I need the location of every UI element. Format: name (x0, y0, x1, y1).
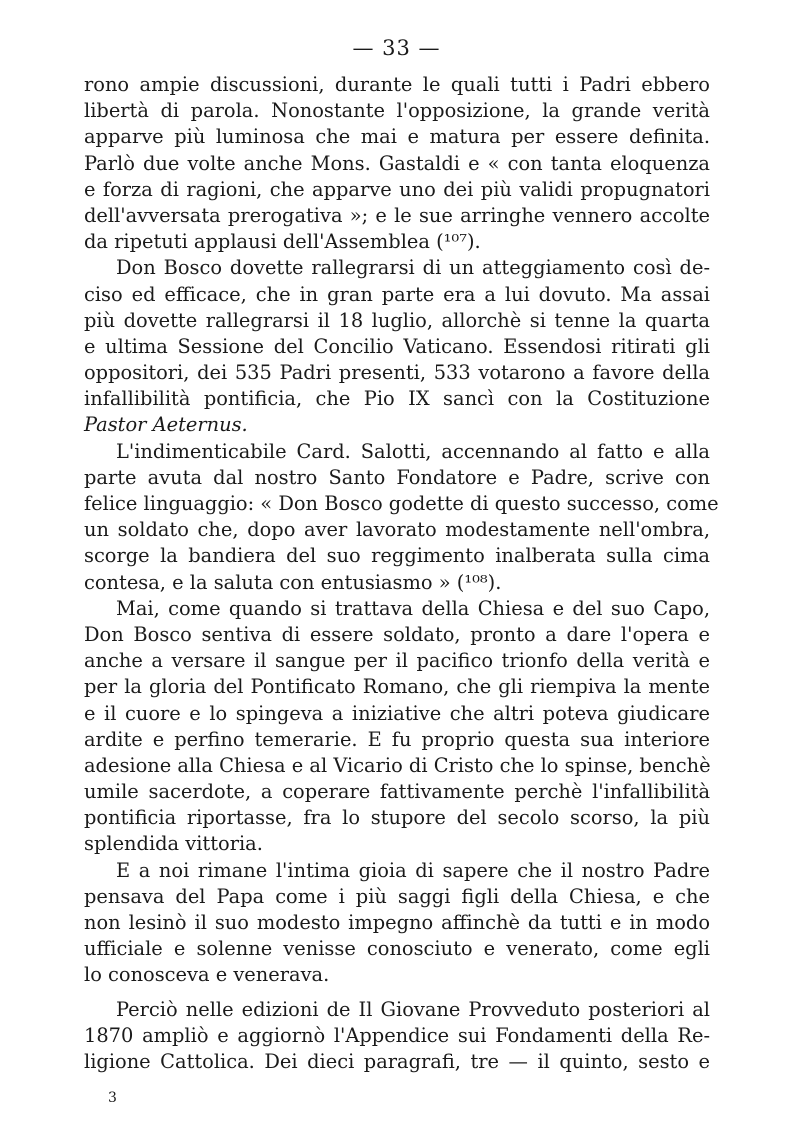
text-line: Mai, come quando si trattava della Chiesa e del suo Capo, (116, 596, 710, 620)
paragraph (84, 255, 710, 438)
signature-mark: 3 (108, 1090, 117, 1106)
text-line: pensava del Papa come i più saggi figli della Chiesa, e che (84, 884, 710, 908)
text-line: per la gloria del Pontificato Romano, che gli riempiva la mente (84, 675, 710, 699)
text-line: ardite e perfino temerarie. E fu proprio questa sua interiore (84, 727, 710, 751)
text-line: ligione Cattolica. Dei dieci paragrafi, tre — il quinto, sesto e (84, 1049, 710, 1073)
text-line: oppositori, dei 535 Padri presenti, 533 votarono a favore della (84, 361, 710, 385)
text-line: anche a versare il sangue per il pacifico trionfo della verità e (84, 649, 710, 673)
paragraph (84, 858, 710, 989)
text-line: libertà di parola. Nonostante l'opposizione, la grande verità (84, 99, 710, 123)
paragraph (84, 596, 710, 858)
text-line: un soldato che, dopo aver lavorato modestamente nell'ombra, (84, 518, 710, 542)
text-line: 1870 ampliò e aggiornò l'Appendice sui Fondamenti della Re- (84, 1023, 710, 1047)
text-line: parte avuta dal nostro Santo Fondatore e Padre, scrive con (84, 465, 710, 489)
text-line: non lesinò il suo modesto impegno affinchè da tutti e in modo (84, 911, 710, 934)
text-line: da ripetuti applausi dell'Assemblea (¹⁰⁷). (84, 230, 481, 254)
text-line: ufficiale e solenne venisse conosciuto e venerato, come egli (84, 937, 710, 961)
text-line: Don Bosco dovette rallegrarsi di un atteggiamento così de- (116, 256, 710, 280)
text-line: infallibilità pontificia, che Pio IX sancì con la Costituzione (84, 387, 710, 411)
text-line: splendida vittoria. (84, 832, 263, 856)
text-line: Pastor Aeternus. (84, 413, 248, 437)
text-line: e ultima Sessione del Concilio Vaticano. Essendosi ritirati gli (84, 334, 710, 358)
text-line: Don Bosco sentiva di essere soldato, pronto a dare l'opera e (84, 622, 710, 646)
text-line: più dovette rallegrarsi il 18 luglio, allorchè si tenne la quarta (84, 308, 710, 332)
text-line: pontificia riportasse, fra lo stupore del secolo scorso, la più (84, 806, 710, 830)
body-text (84, 72, 719, 1075)
text-line: ciso ed efficace, che in gran parte era a lui dovuto. Ma assai (84, 282, 710, 306)
text-line: L'indimenticabile Card. Salotti, accennando al fatto e alla (116, 439, 710, 463)
text-line: scorge la bandiera del suo reggimento inalberata sulla cima (84, 544, 710, 568)
text-line: E a noi rimane l'intima gioia di sapere che il nostro Padre (116, 858, 710, 882)
text-line: dell'avversata prerogativa »; e le sue arringhe vennero accolte (84, 203, 710, 227)
text-line: Parlò due volte anche Mons. Gastaldi e « con tanta eloquenza (84, 151, 710, 175)
paragraph (84, 72, 710, 255)
text-line: e il cuore e lo spingeva a iniziative che altri poteva giudicare (84, 701, 710, 725)
text-line: apparve più luminosa che mai e matura per essere definita. (84, 125, 710, 149)
paragraph (84, 439, 719, 596)
text-line: lo conosceva e venerava. (84, 963, 330, 987)
text-line: e forza di ragioni, che apparve uno dei più validi propugnatori (84, 177, 710, 201)
page-number: — 33 — (352, 36, 441, 60)
text-line: adesione alla Chiesa e al Vicario di Cristo che lo spinse, benchè (84, 753, 711, 777)
paragraph (84, 997, 710, 1076)
text-line: felice linguaggio: « Don Bosco godette di questo successo, come (84, 492, 719, 515)
text-line: Perciò nelle edizioni de Il Giovane Provveduto posteriori al (116, 997, 710, 1021)
text-line: rono ampie discussioni, durante le quali tutti i Padri ebbero (84, 73, 710, 96)
text-line: umile sacerdote, a coperare fattivamente perchè l'infallibilità (84, 780, 710, 804)
text-line: contesa, e la saluta con entusiasmo » (¹⁰⁸). (84, 570, 502, 594)
